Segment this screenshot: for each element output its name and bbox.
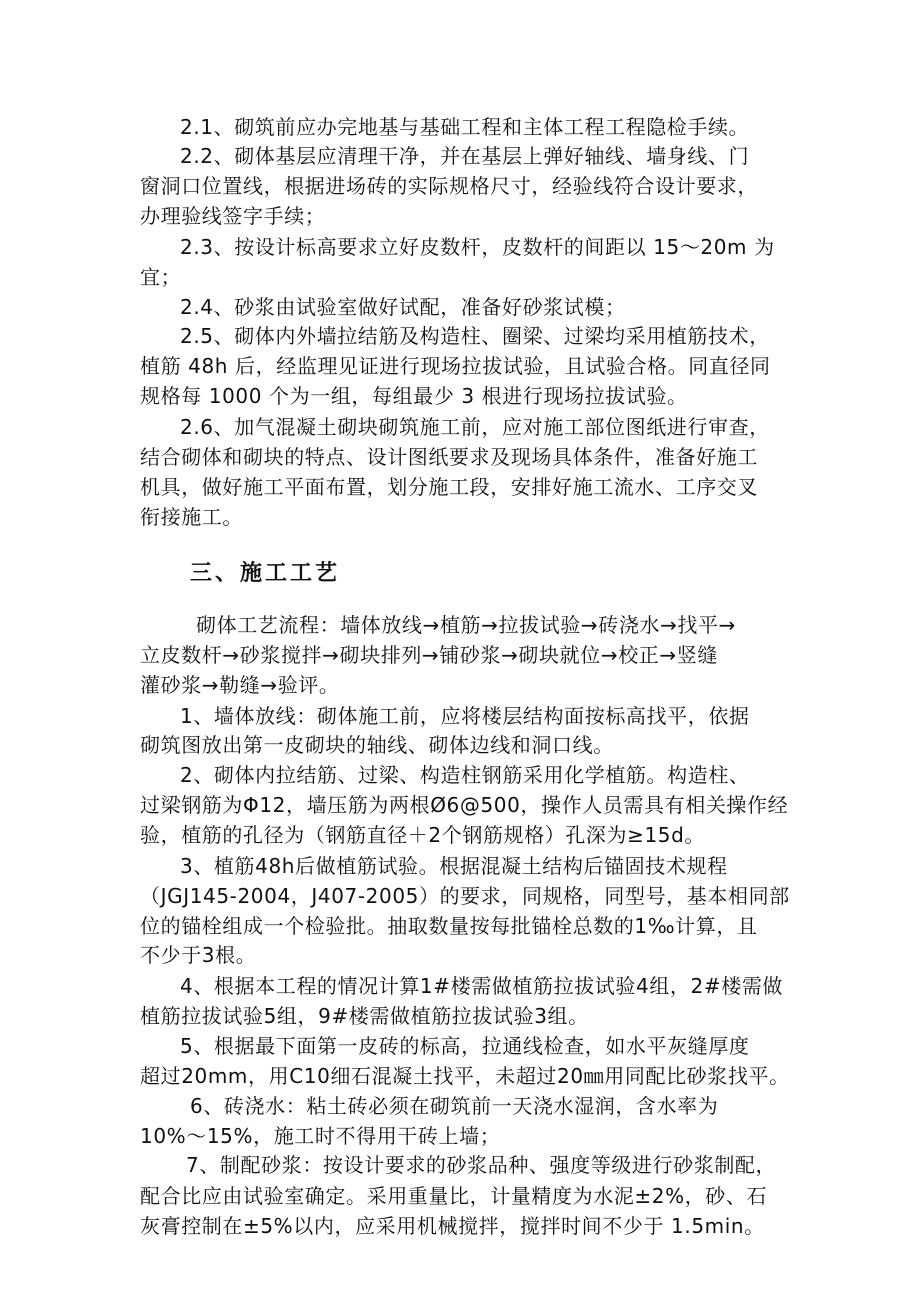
para-2-2-line-2: 窗洞口位置线，根据进场砖的实际规格尺寸，经验线符合设计要求，: [140, 174, 758, 198]
step-5-line-2: 超过20mm，用C10细石混凝土找平，未超过20㎜用同配比砂浆找平。: [140, 1064, 790, 1088]
step-3-line-4: 不少于3根。: [140, 943, 257, 967]
step-7-line-3: 灰膏控制在±5%以内，应采用机械搅拌，搅拌时间不少于 1.5min。: [140, 1214, 765, 1238]
para-2-1-line-1: 2.1、砌筑前应办完地基与基础工程和主体工程工程隐检手续。: [180, 115, 750, 139]
para-2-4-line-1: 2.4、砂浆由试验室做好试配，准备好砂浆试模；: [180, 295, 626, 319]
para-2-2-line-1: 2.2、砌体基层应清理干净，并在基层上弹好轴线、墙身线、门: [180, 144, 750, 168]
para-2-5-line-1: 2.5、砌体内外墙拉结筋及构造柱、圈梁、过梁均采用植筋技术，: [180, 324, 770, 348]
para-2-6-line-3: 机具，做好施工平面布置，划分施工段，安排好施工流水、工序交叉: [140, 475, 758, 499]
step-2-line-3: 验，植筋的孔径为（钢筋直径＋2个钢筋规格）孔深为≥15d。: [140, 823, 706, 847]
step-4-line-1: 4、根据本工程的情况计算1#楼需做植筋拉拔试验4组，2#楼需做: [180, 974, 784, 998]
step-4-line-2: 植筋拉拔试验5组，9#楼需做植筋拉拔试验3组。: [140, 1004, 589, 1028]
step-7-line-1: 7、制配砂浆：按设计要求的砂浆品种、强度等级进行砂浆制配，: [186, 1153, 777, 1177]
step-3-line-2: （JGJ145-2004，J407-2005）的要求，同规格，同型号，基本相同部: [140, 884, 790, 908]
para-2-6-line-1: 2.6、加气混凝土砌块砌筑施工前，应对施工部位图纸进行审查，: [180, 415, 770, 439]
step-1-line-1: 1、墙体放线：砌体施工前，应将楼层结构面按标高找平，依据: [180, 704, 750, 728]
step-3-line-3: 位的锚栓组成一个检验批。抽取数量按每批锚栓总数的1‰计算，且: [140, 914, 758, 938]
flow-line-1: 砌体工艺流程：墙体放线→植筋→拉拔试验→砖浇水→找平→: [196, 613, 736, 637]
step-2-line-2: 过梁钢筋为Φ12，墙压筋为两根Ø6@500，操作人员需具有相关操作经: [140, 793, 789, 817]
step-6-line-1: 6、砖浇水：粘土砖必须在砌筑前一天浇水湿润，含水率为: [190, 1094, 719, 1118]
step-5-line-1: 5、根据最下面第一皮砖的标高，拉通线检查，如水平灰缝厚度: [180, 1034, 750, 1058]
step-2-line-1: 2、砌体内拉结筋、过梁、构造柱钢筋采用化学植筋。构造柱、: [180, 763, 750, 787]
para-2-5-line-2: 植筋 48h 后，经监理见证进行现场拉拔试验，且试验合格。同直径同: [140, 354, 771, 378]
para-2-6-line-4: 衔接施工。: [140, 505, 243, 529]
section-3-heading: 三、施工工艺: [190, 561, 341, 586]
para-2-3-line-1: 2.3、按设计标高要求立好皮数杆，皮数杆的间距以 15～20m 为: [180, 235, 775, 259]
para-2-5-line-3: 规格每 1000 个为一组，每组最少 3 根进行现场拉拔试验。: [140, 384, 688, 408]
para-2-6-line-2: 结合砌体和砌块的特点、设计图纸要求及现场具体条件，准备好施工: [140, 445, 758, 469]
step-1-line-2: 砌筑图放出第一皮砌块的轴线、砌体边线和洞口线。: [140, 733, 614, 757]
flow-line-3: 灌砂浆→勒缝→验评。: [140, 673, 340, 697]
step-7-line-2: 配合比应由试验室确定。采用重量比，计量精度为水泥±2%，砂、石: [140, 1184, 768, 1208]
step-3-line-1: 3、植筋48h后做植筋试验。根据混凝土结构后锚固技术规程: [180, 854, 728, 878]
para-2-2-line-3: 办理验线签字手续；: [140, 204, 326, 228]
step-6-line-2: 10%～15%，施工时不得用干砖上墙；: [140, 1124, 501, 1148]
para-2-3-line-2: 宜；: [140, 265, 182, 289]
flow-line-2: 立皮数杆→砂浆搅拌→砌块排列→铺砂浆→砌块就位→校正→竖缝: [140, 643, 718, 667]
